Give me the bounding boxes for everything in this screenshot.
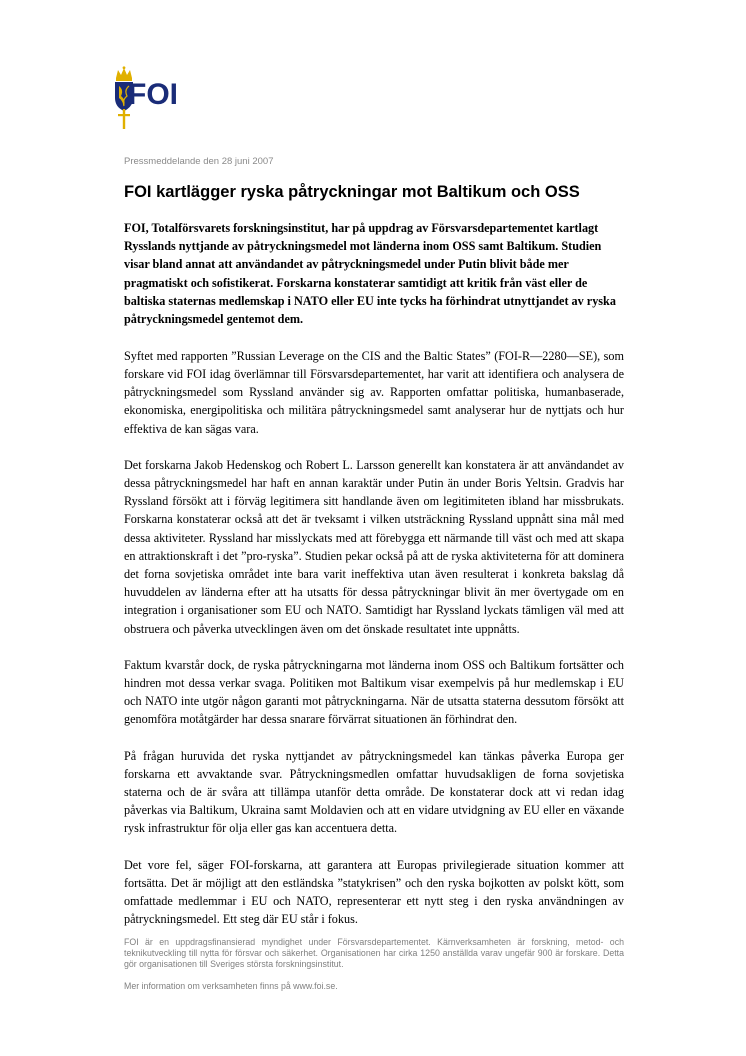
footer-about: FOI är en uppdragsfinansierad myndighet under Försvarsdepartementet. Kärnverksamheten är forskning, metod- och teknikutveckling till nytta för försvar och säkerhet. Organisationen har cirka 1250 anställda varav ungefär 900 är forskare. Detta gör organisationen till Sveriges största forskningsinstitut. — [124, 937, 624, 969]
foi-logo-text: FOI — [128, 78, 178, 111]
paragraph-conclusion: Det vore fel, säger FOI-forskarna, att garantera att Europas privilegierade situation kommer att fortsätta. Det är möjligt att den estländska ”statykrisen” och den ryska bojkotten av polskt kött, som omfattade medlemmar i EU och NATO, representerar ett nytt steg i den ryska användningen av påtryckningsmedel. Ett steg där EU står i fokus. — [124, 857, 624, 927]
sword-icon — [118, 109, 130, 129]
lead-paragraph: FOI, Totalförsvarets forskningsinstitut, har på uppdrag av Försvarsdepartementet kartlagt Rysslands nyttjande av påtryckningsmedel mot länderna inom OSS samt Baltikum. Studien visar bland annat att användandet av påtryckningsmedel under Putin blivit både mer pragmatiskt och sofistikerat. Forskarna konstaterar samtidigt att kritik från väst eller de baltiska staternas medlemskap i NATO eller EU inte tycks ha förhindrat utnyttjandet av ryska påtryckningsmedel gentemot dem. — [124, 221, 616, 327]
press-release-date: Pressmeddelande den 28 juni 2007 — [124, 156, 274, 167]
footer — [124, 937, 624, 1003]
article-body — [124, 219, 624, 946]
paragraph-purpose: Syftet med rapporten ”Russian Leverage on the CIS and the Baltic States” (FOI-R—2280—SE), som forskare vid FOI idag överlämnar till Försvarsdepartementet, har varit att identifiera och analysera de påtryckningsmedel som Ryssland använder sig av. Rapporten omfattar politiska, humanbaserade, ekonomiska, energipolitiska och militära påtryckningsmedel samt analyserar hur de nyttjats och hur effektiva de kan sägas vara. — [124, 348, 624, 436]
paragraph-europe: På frågan huruvida det ryska nyttjandet av påtryckningsmedel kan tänkas påverka Europa ger forskarna ett avvaktande svar. Påtryckningsmedlen omfattar huvudsakligen de forna sovjetiska staterna och de är svåra att tillämpa utanför detta område. De konstaterar dock att vi redan idag påverkas via Baltikum, Ukraina samt Moldavien och att en vidare utvidgning av EU eller en växande rysk infrastruktur för olja eller gas kan accentuera detta. — [124, 748, 624, 836]
paragraph-facts: Faktum kvarstår dock, de ryska påtryckningarna mot länderna inom OSS och Baltikum fortsätter och hindren mot dessa verkar svaga. Politiken mot Baltikum visar exempelvis på hur medlemskap i EU och NATO inte utgör någon garanti mot påtryckningarna. När de utsatta staterna dessutom försökt att genomföra motåtgärder har dessa snarare förvärrat situationen än förhindrat den. — [124, 657, 624, 727]
page-title: FOI kartlägger ryska påtryckningar mot Baltikum och OSS — [124, 183, 580, 201]
footer-more-info: Mer information om verksamheten finns på www.foi.se. — [124, 981, 338, 991]
paragraph-findings: Det forskarna Jakob Hedenskog och Robert L. Larsson generellt kan konstatera är att användandet av dessa påtryckningsmedel har haft en annan karaktär under Putin än under Boris Yeltsin. Gradvis har Ryssland försökt att i förväg legitimera sitt handlande även om legitimiteten ibland har missbrukats. Forskarna konstaterar också att det är tveksamt i vilken utsträckning Ryssland uppnått sina mål med dessa aktiviteter. Ryssland har misslyckats med att förebygga ett närmande till väst och med att skapa en attraktionskraft i det ”pro-ryska”. Studien pekar också på att de ryska aktiviteterna för att dominera det forna sovjetiska området inte bara varit ineffektiva utan även resulterat i konkreta bakslag då huvuddelen av länderna efter att ha utsatts för dessa påtryckningar blivit än mer övertygade om en integration i organisationer som EU och NATO. Samtidigt har Ryssland lyckats tämligen väl med att obstruera och påverka utvecklingen även om det önskade resultatet inte uppnåtts. — [124, 457, 624, 636]
